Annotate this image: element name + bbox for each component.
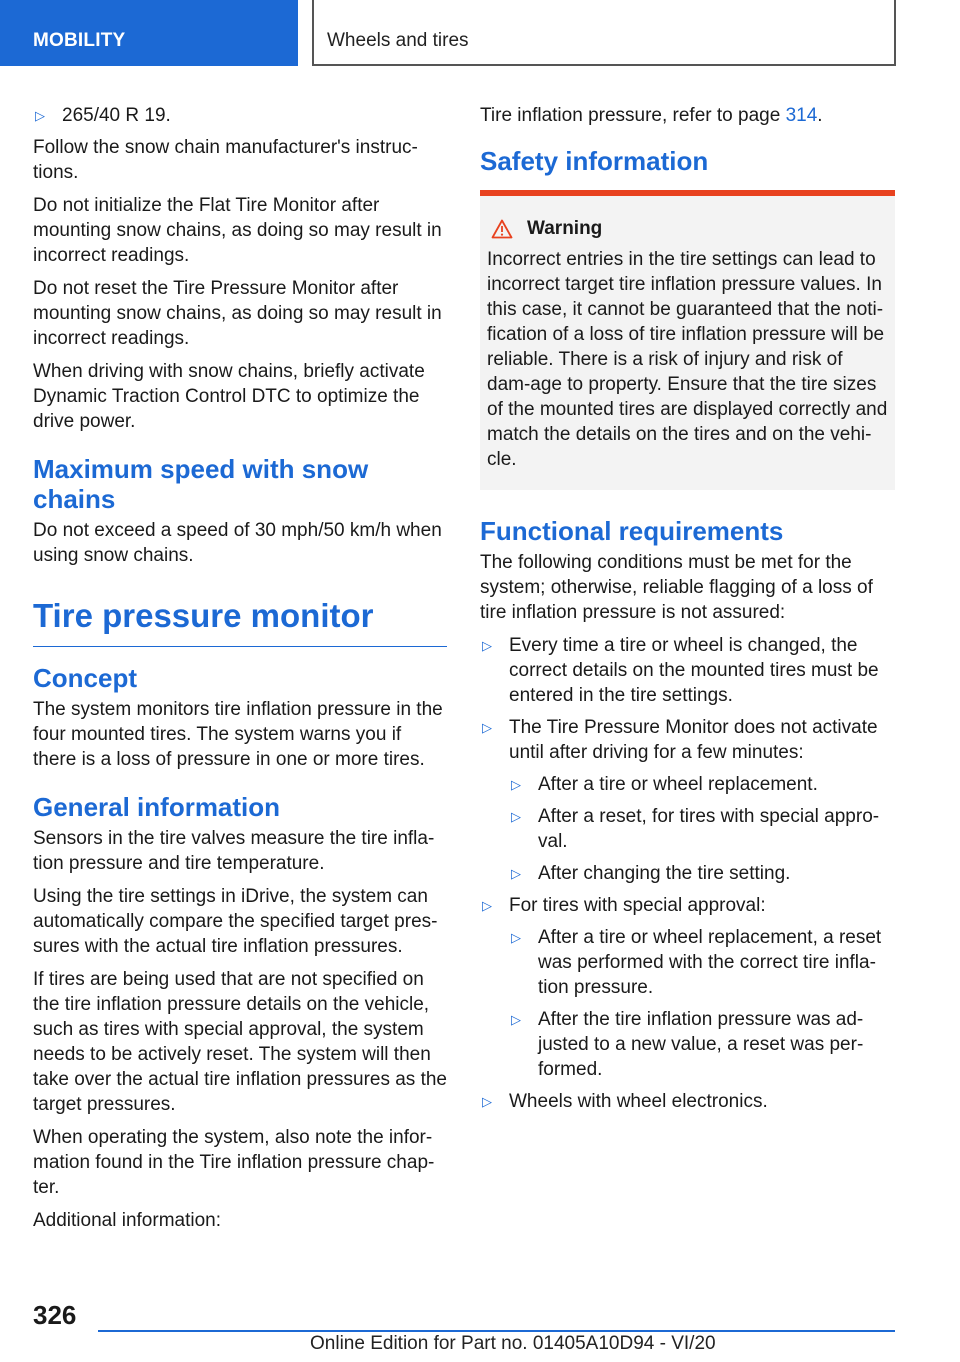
heading-concept: Concept bbox=[33, 663, 137, 693]
heading-max-speed: Maximum speed with snow chains bbox=[33, 454, 369, 514]
sub-list-item bbox=[509, 772, 895, 797]
paragraph: Sensors in the tire valves measure the tire infla-tion pressure and tire temperature. bbox=[33, 828, 435, 874]
list-item-text: For tires with special approval: bbox=[509, 895, 766, 916]
sub-list-item bbox=[509, 925, 895, 1000]
list-item bbox=[33, 103, 447, 128]
bullet-triangle-icon: ▷ bbox=[511, 930, 521, 945]
footer-edition: Online Edition for Part no. 01405A10D94 - VI/20 bbox=[310, 1333, 716, 1354]
bullet-triangle-icon: ▷ bbox=[511, 777, 521, 792]
reference-text: Tire inflation pressure, refer to page bbox=[480, 105, 786, 126]
header-section-tab: MOBILITY bbox=[0, 0, 298, 66]
sub-list-item bbox=[509, 861, 895, 886]
bullet-triangle-icon: ▷ bbox=[482, 1094, 492, 1109]
list-item-text: After a reset, for tires with special appro-val. bbox=[538, 806, 880, 852]
list-item-text: 265/40 R 19. bbox=[62, 105, 171, 126]
paragraph: The system monitors tire inflation pressure in the four mounted tires. The system warns you if there is a loss of pressure in one or more tires. bbox=[33, 699, 443, 770]
warning-box bbox=[480, 190, 895, 490]
paragraph: Follow the snow chain manufacturer's instruc-tions. bbox=[33, 137, 418, 183]
list-item bbox=[480, 715, 895, 765]
list-item bbox=[480, 633, 895, 708]
paragraph: Using the tire settings in iDrive, the system can automatically compare the specified target pres-sures with the actual tire inflation pressures. bbox=[33, 886, 438, 957]
heading-general-information: General information bbox=[33, 792, 281, 822]
list-item-text: After changing the tire setting. bbox=[538, 863, 791, 884]
paragraph: The following conditions must be met for the system; otherwise, reliable flagging of a loss of tire inflation pressure is not assured: bbox=[480, 552, 873, 623]
sub-list-item bbox=[509, 1007, 895, 1082]
list-item-text: After a tire or wheel replacement, a reset was performed with the correct tire infla-tion pressure. bbox=[538, 927, 882, 998]
bullet-triangle-icon: ▷ bbox=[511, 1012, 521, 1027]
bullet-triangle-icon: ▷ bbox=[511, 809, 521, 824]
paragraph: Additional information: bbox=[33, 1210, 221, 1231]
paragraph: When driving with snow chains, briefly activate Dynamic Traction Control DTC to optimize the drive power. bbox=[33, 361, 425, 432]
paragraph: Do not exceed a speed of 30 mph/50 km/h when using snow chains. bbox=[33, 520, 442, 566]
bullet-triangle-icon: ▷ bbox=[482, 720, 492, 735]
heading-functional-requirements: Functional requirements bbox=[480, 516, 784, 546]
sub-list-item bbox=[509, 804, 895, 854]
page-reference bbox=[480, 103, 895, 128]
warning-title-text: Warning bbox=[527, 218, 603, 239]
bullet-triangle-icon: ▷ bbox=[35, 108, 45, 123]
list-item-text: The Tire Pressure Monitor does not activate until after driving for a few minutes: bbox=[509, 717, 878, 763]
bullet-triangle-icon: ▷ bbox=[482, 898, 492, 913]
header-chapter-title: Wheels and tires bbox=[312, 0, 896, 66]
list-item-text: After the tire inflation pressure was ad-justed to a new value, a reset was per-formed. bbox=[538, 1009, 864, 1080]
paragraph: If tires are being used that are not specified on the tire inflation pressure details on the vehicle, such as tires with special approval, the system needs to be actively reset. The system will then take over the actual tire inflation pressures as the target pressures. bbox=[33, 969, 448, 1115]
warning-title bbox=[487, 216, 888, 241]
paragraph: When operating the system, also note the infor-mation found in the Tire inflation pressure chap-ter. bbox=[33, 1127, 435, 1198]
warning-triangle-icon bbox=[491, 219, 513, 239]
reference-end: . bbox=[817, 105, 823, 126]
left-column bbox=[33, 103, 447, 1241]
list-item-text: Wheels with wheel electronics. bbox=[509, 1091, 768, 1112]
page-number: 326 bbox=[33, 1300, 77, 1330]
list-item-text: Every time a tire or wheel is changed, the correct details on the mounted tires must be entered in the tire settings. bbox=[509, 635, 879, 706]
page-link[interactable]: 314 bbox=[785, 105, 818, 126]
heading-tire-pressure-monitor: Tire pressure monitor bbox=[33, 596, 447, 647]
heading-safety-information: Safety information bbox=[480, 146, 709, 176]
bullet-triangle-icon: ▷ bbox=[511, 866, 521, 881]
right-column bbox=[480, 103, 895, 1121]
list-item bbox=[480, 1089, 895, 1114]
list-item-text: After a tire or wheel replacement. bbox=[538, 774, 818, 795]
bullet-triangle-icon: ▷ bbox=[482, 638, 492, 653]
warning-text: Incorrect entries in the tire settings can lead to incorrect target tire inflation pressure values. In this case, it cannot be guaranteed that the noti-fication of a loss of tire inflation pressure will be reliable. There is a risk of injury and risk of dam-age to property. Ensure that the tire sizes of the mounted tires are displayed correctly and match the details on the tires and on the vehi-cle. bbox=[487, 249, 888, 470]
paragraph: Do not initialize the Flat Tire Monitor after mounting snow chains, as doing so may result in incorrect readings. bbox=[33, 195, 442, 266]
paragraph: Do not reset the Tire Pressure Monitor after mounting snow chains, as doing so may result in incorrect readings. bbox=[33, 278, 442, 349]
list-item bbox=[480, 893, 895, 918]
